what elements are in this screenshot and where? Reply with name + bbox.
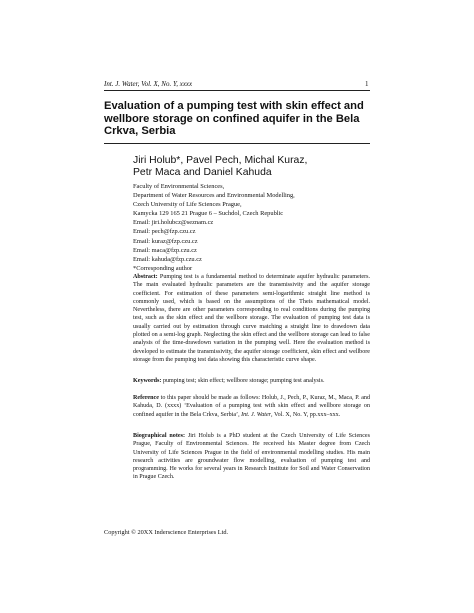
bio-label: Biographical notes: [133,433,185,439]
title-line: Evaluation of a pumping test with skin effect and [104,100,364,112]
corresponding-author-note: *Corresponding author [133,264,193,272]
keywords-text: pumping test; skin effect; wellbore storage; pumping test analysis. [161,378,325,384]
reference-journal: Int. J. Water [241,411,272,418]
abstract [133,273,370,364]
bio-text: Jiri Holub is a PhD student at the Czech University of Life Sciences Prague, Faculty of Environmental Sciences. He received his Master degree from Czech University of Life Sciences Prague in the field of environmental modelling studies. His main research activities are groundwater flow modelling, evaluation of pumping test and programming. He works for several years in Research Institute for Soil and Water Conservation in Prague Czech. [133,433,371,481]
email-line: Email: jiri.holubcz@seznam.cz [133,219,214,227]
email-line: Email: kahuda@fzp.czu.cz [133,255,202,263]
author-line: Petr Maca and Daniel Kahuda [133,167,272,179]
reference-citation-tail: , Vol. X, No. Y, pp.xxx–xxx. [271,411,341,418]
affiliation-block [133,182,373,273]
copyright-notice: Copyright © 20XX Inderscience Enterprises Ltd. [104,529,229,536]
reference-text: to this paper should be made as follows: Holub, J., Pech, P., Kuraz, M., Maca, P. and Kahuda, D. (xxxx) ‘Evaluation of a pumping test with skin effect and wellbore storage on confined aquifer in the Bela Crkva, Serbia’, [133,395,370,418]
reference-label: Reference [133,395,159,401]
email-line: Email: pech@fzp.czu.cz [133,228,196,236]
abstract-label: Abstract: [133,274,158,280]
email-line: Email: kuraz@fzp.czu.cz [133,237,198,245]
paper-title [104,100,366,138]
affiliation-line: Faculty of Environmental Sciences, [133,183,225,190]
title-line: Crkva, Serbia [104,125,176,138]
biographical-notes [133,432,370,482]
title-rule [104,143,370,144]
author-line: Jiri Holub*, Pavel Pech, Michal Kuraz, [133,155,308,166]
keywords-label: Keywords: [133,378,162,384]
email-line: Email: maca@fzp.czu.cz [133,246,197,254]
keywords [133,377,370,385]
affiliation-line: Department of Water Resources and Environmental Modelling, [133,192,295,200]
running-header: Int. J. Water, Vol. X, No. Y, xxxx [104,80,193,88]
header-rule [104,90,370,91]
abstract-text: Pumping test is a fundamental method to determinate aquifer hydraulic parameters. The main evaluated hydraulic parameters are the transmissivity and the aquifer storage coefficient. For estimation of these parameters semi-logarithmic straight line method is commonly used, which is based on the assumptions of the Theis mathematical model. Nevertheless, there are other parameters corresponding to real conditions during the pumping test, such as the skin effect and the wellbore storage. The evaluation of pumping test data is usually carried out by estimation through curve matching a straight line to drawdown data plotted on a semi-log graph. Neglecting the skin effect and the wellbore storage can lead to false analysis of the time-drawdown variation in the pumping well. Here the evaluation method is developed to estimate the transmissivity, the aquifer storage coefficient, skin effect and wellbore storage from the pumping test data showing this characteristic curve shape. [133,274,370,363]
title-line: wellbore storage on confined aquifer in the Bela [104,112,360,125]
affiliation-line: Czech University of Life Sciences Prague, [133,201,242,209]
page-number: 1 [365,80,369,88]
author-list [133,155,373,179]
affiliation-line: Kamycka 129 165 21 Prague 6 – Suchdol, Czech Republic [133,210,284,218]
reference-note [133,394,370,419]
